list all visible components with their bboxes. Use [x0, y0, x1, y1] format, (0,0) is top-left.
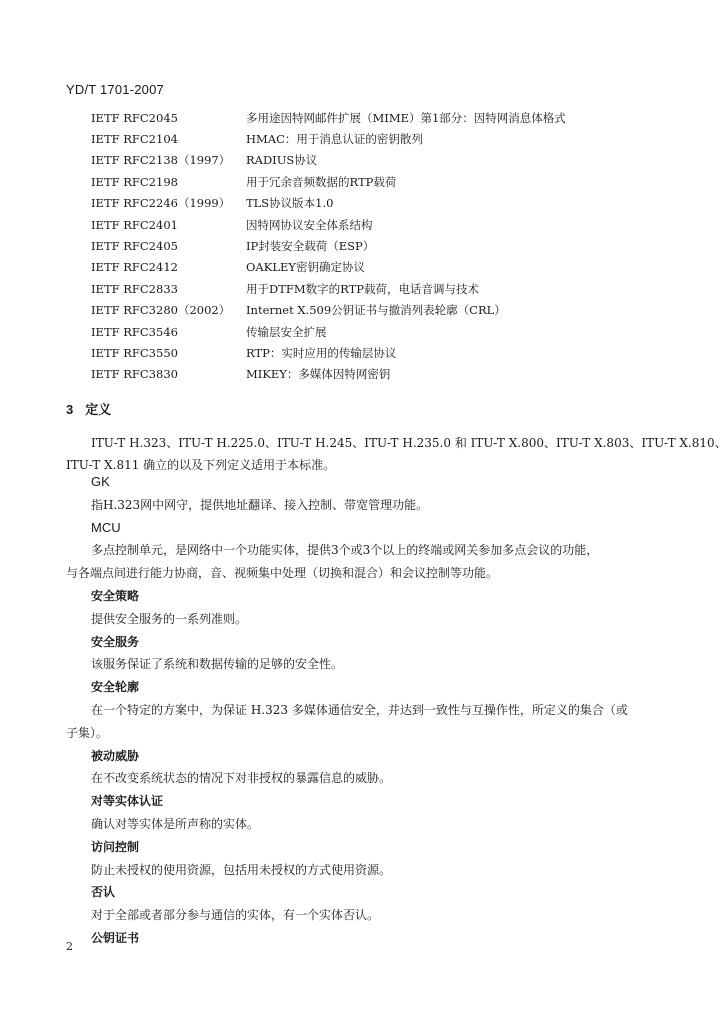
reference-title: Internet X.509公钥证书与撤消列表轮廓（CRL） — [246, 303, 506, 318]
definition-text — [66, 653, 658, 676]
reference-title: TLS协议版本1.0 — [246, 196, 334, 211]
reference-item — [91, 321, 566, 342]
reference-item — [91, 107, 566, 128]
definition-text — [66, 904, 658, 927]
reference-item — [91, 150, 566, 171]
page-number: 2 — [66, 940, 73, 953]
reference-item — [91, 257, 566, 278]
reference-item — [91, 364, 566, 385]
reference-code: IETF RFC2246（1999） — [91, 196, 231, 211]
intro-line: ITU-T X.811 确立的以及下列定义适用于本标准。 — [66, 458, 336, 472]
intro-line: ITU-T H.323、ITU-T H.225.0、ITU-T H.245、ITU-T H.235.0 和 ITU-T X.800、ITU-T X.803、ITU-T X.810、 — [91, 436, 727, 450]
definition-term: 公钥证书 — [91, 930, 140, 945]
reference-item — [91, 235, 566, 256]
reference-code: IETF RFC2405 — [91, 239, 178, 254]
reference-title: 用于DTFM数字的RTP载荷，电话音调与技术 — [246, 281, 480, 296]
definition-term: 对等实体认证 — [91, 794, 164, 809]
definition-line: 提供安全服务的一系列准则。 — [91, 611, 248, 626]
definition-line: 在一个特定的方案中，为保证 H.323 多媒体通信安全，并达到一致性与互操作性，所定义的集合（或 — [91, 702, 628, 717]
reference-code: IETF RFC2412 — [91, 260, 178, 275]
definition-term: 安全策略 — [91, 588, 140, 603]
section-heading — [66, 399, 111, 418]
normative-references-list — [91, 107, 566, 385]
definition-text — [66, 494, 658, 517]
reference-item — [91, 278, 566, 299]
reference-item — [91, 171, 566, 192]
document-code: YD/T 1701-2007 — [66, 82, 164, 97]
reference-item — [91, 128, 566, 149]
definition-line: 在不改变系统状态的情况下对非授权的暴露信息的威胁。 — [91, 771, 392, 786]
reference-code: IETF RFC2138（1997） — [91, 153, 231, 168]
reference-title: MIKEY：多媒体因特网密钥 — [246, 367, 391, 382]
reference-code: IETF RFC2104 — [91, 132, 178, 147]
definition-term: 安全服务 — [91, 634, 140, 649]
reference-code: IETF RFC3280（2002） — [91, 303, 231, 318]
definition-line: 防止未授权的使用资源，包括用未授权的方式使用资源。 — [91, 862, 392, 877]
reference-code: IETF RFC2198 — [91, 174, 178, 189]
reference-item — [91, 300, 566, 321]
definition-text — [66, 608, 658, 631]
definition-text — [66, 699, 658, 745]
reference-code: IETF RFC3550 — [91, 345, 178, 360]
reference-item — [91, 214, 566, 235]
reference-code: IETF RFC2833 — [91, 281, 178, 296]
reference-title: RADIUS协议 — [246, 153, 318, 168]
reference-title: 传输层安全扩展 — [246, 324, 327, 339]
definition-line: 多点控制单元，是网络中一个功能实体，提供3个或3个以上的终端或网关参加多点会议的功能， — [91, 543, 599, 558]
reference-code: IETF RFC3830 — [91, 367, 178, 382]
reference-title: HMAC：用于消息认证的密钥散列 — [246, 132, 423, 147]
definition-line: 指H.323网中网守，提供地址翻译、接入控制、带宽管理功能。 — [91, 497, 429, 512]
reference-title: 用于冗余音频数据的RTP载荷 — [246, 174, 397, 189]
definition-text — [66, 767, 658, 790]
reference-title: IP封装安全载荷（ESP） — [246, 239, 375, 254]
definition-term: 被动威胁 — [91, 748, 140, 763]
definition-text — [66, 539, 658, 585]
definition-line: 对于全部或者部分参与通信的实体，有一个实体否认。 — [91, 908, 380, 923]
definition-term: MCU — [91, 519, 121, 535]
definition-line: 子集）。 — [66, 725, 109, 740]
section-intro-paragraph — [66, 432, 727, 476]
reference-item — [91, 342, 566, 363]
reference-code: IETF RFC3546 — [91, 324, 178, 339]
definition-text — [66, 813, 658, 836]
definitions-list — [66, 471, 658, 950]
definition-term: 安全轮廓 — [91, 680, 140, 695]
definition-term: GK — [91, 474, 110, 489]
definition-term: 否认 — [91, 885, 116, 900]
section-number: 3 — [66, 402, 74, 417]
reference-title: 多用途因特网邮件扩展（MIME）第1部分：因特网消息体格式 — [246, 110, 566, 125]
reference-title: 因特网协议安全体系结构 — [246, 217, 373, 232]
definition-line: 与各端点间进行能力协商，音、视频集中处理（切换和混合）和会议控制等功能。 — [66, 566, 499, 581]
reference-title: OAKLEY密钥确定协议 — [246, 260, 365, 275]
definition-line: 该服务保证了系统和数据传输的足够的安全性。 — [91, 657, 344, 672]
definition-line: 确认对等实体是所声称的实体。 — [91, 816, 260, 831]
reference-title: RTP：实时应用的传输层协议 — [246, 345, 397, 360]
definition-term: 访问控制 — [91, 839, 140, 854]
definition-text — [66, 859, 658, 882]
reference-item — [91, 193, 566, 214]
reference-code: IETF RFC2401 — [91, 217, 178, 232]
reference-code: IETF RFC2045 — [91, 110, 178, 125]
section-title: 定义 — [85, 402, 112, 417]
